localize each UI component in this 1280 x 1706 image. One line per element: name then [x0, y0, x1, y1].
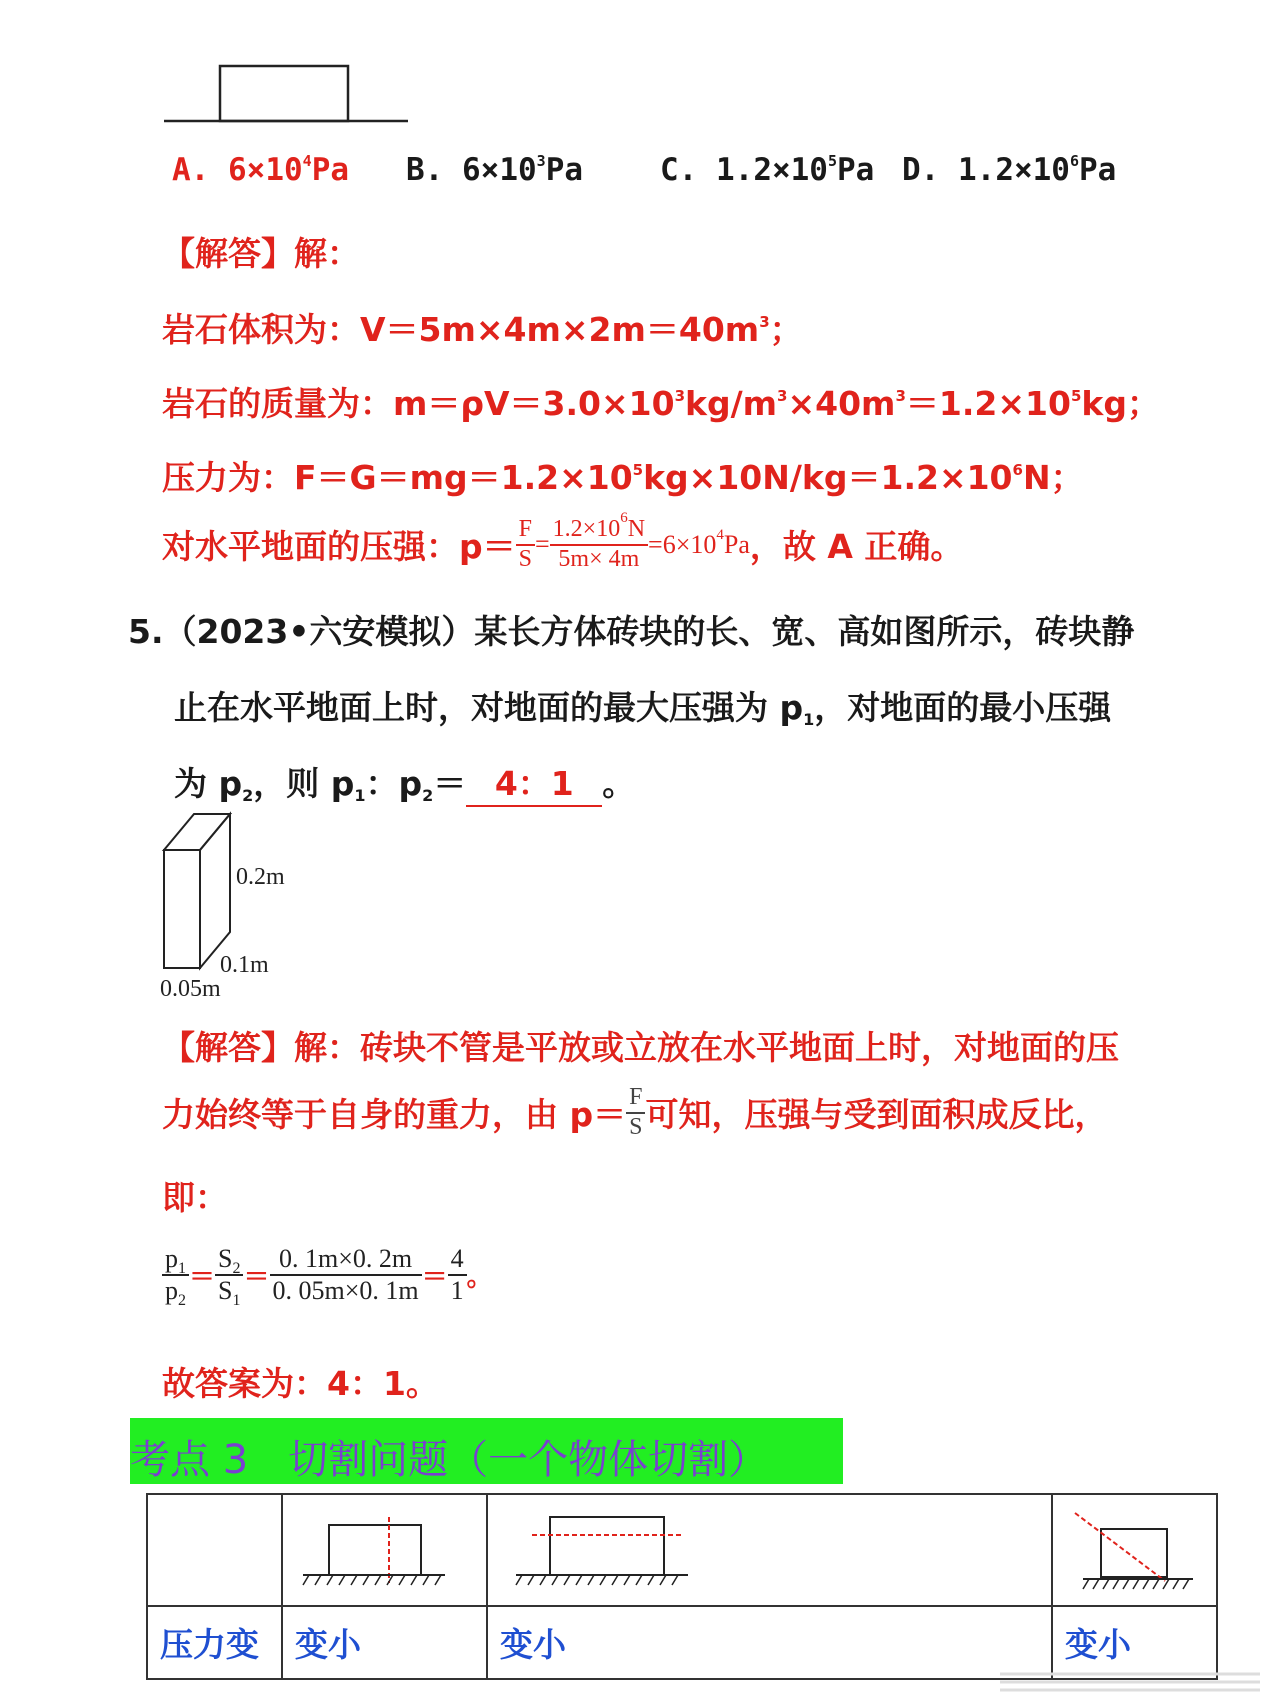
dim-depth-label: 0.1m	[220, 952, 269, 978]
question5-line2: 止在水平地面上时，对地面的最大压强为 $p_1$，对地面的最小压强	[174, 688, 1112, 729]
brick-top-face	[164, 814, 230, 850]
question5-line3: 为 $p_2$，则 $p_1$：$p_2= 4$：1 。	[174, 758, 635, 807]
table-cell-empty	[147, 1494, 282, 1606]
solution1-pressure: 对水平地面的压强：p＝ $\frac{F}{S}$ = $\frac{1.2\times 10^6N}{5m\times 4m}$ $=6\times 10^4Pa$，故 A 正确。	[162, 510, 964, 572]
fraction-result: $\frac{4}{1}$	[448, 1244, 467, 1306]
solution2-line2: 力始终等于自身的重力，由 p＝ $\frac{F}{S}$ 可知，压强与受到面积成反比，	[162, 1084, 1108, 1140]
table-cell-horizontal-cut	[487, 1494, 1052, 1606]
solution1-heading: 【解答】解：	[162, 234, 360, 273]
fraction-f-over-s: $\frac{F}{S}$	[516, 516, 535, 573]
rock-block	[220, 66, 348, 121]
option-b: B. $6\times 10^3Pa$	[406, 152, 584, 188]
fraction-numeric: $\frac{1.2\times 10^6N}{5m\times 4m}$	[550, 516, 648, 573]
solution2-line1: 【解答】解：砖块不管是平放或立放在水平地面上时，对地面的压	[162, 1028, 1119, 1067]
table-cell-diagonal-cut	[1052, 1494, 1217, 1606]
vertical-cut-figure	[283, 1495, 483, 1605]
fraction-areas: $\frac{0. 1m\times 0. 2m}{0. 05m\times 0. 1m}$	[270, 1244, 422, 1306]
diagonal-cut-figure	[1053, 1495, 1213, 1605]
section-heading: 考点 3 切割问题（一个物体切割）	[130, 1437, 769, 1483]
solution1-volume: 岩石体积为：$V=5m\times 4m\times 2m=40m^3$；	[162, 310, 803, 349]
row-label-pressure: 压力变	[147, 1606, 282, 1679]
dim-height-label: 0.2m	[236, 864, 285, 890]
fraction-p1-p2: $\frac{p_1}{p_2}$	[162, 1244, 189, 1306]
solution1-mass: 岩石的质量为：$m=\rho V=3.0\times 10^3kg/m^3\times 40m^3=1.2\times 10^5kg$；	[162, 384, 1160, 423]
brick-front-face	[164, 850, 200, 968]
solution2-line3: 即：	[162, 1178, 228, 1217]
brick-figure	[158, 808, 308, 974]
option-d: D. $1.2\times 10^6Pa$	[902, 152, 1117, 188]
answer-blank: 4：1	[466, 758, 602, 807]
corner-lines-decoration	[1000, 1668, 1270, 1698]
option-c: C. $1.2\times 10^5Pa$	[660, 152, 875, 188]
cutting-table	[146, 1493, 1218, 1680]
cell-vertical-result: 变小	[282, 1606, 487, 1679]
question5-line1: 5.（2023•六安模拟）某长方体砖块的长、宽、高如图所示，砖块静	[128, 612, 1135, 651]
option-a: A. $6\times 10^4Pa$	[172, 152, 350, 188]
ratio-equation: $\frac{p_1}{p_2}$ ＝ $\frac{S_2}{S_1}$ ＝ $\frac{0. 1m\times 0. 2m}{0. 05m\times 0. 1m}$ ＝ $\frac{4}{1}$ 。	[162, 1244, 493, 1306]
table-cell-vertical-cut	[282, 1494, 487, 1606]
cell-horizontal-result: 变小	[487, 1606, 1052, 1679]
dim-width-label: 0.05m	[160, 976, 221, 1002]
final-answer: 故答案为：4：1。	[162, 1364, 439, 1403]
brick-side-face	[200, 814, 230, 968]
section-heading-bar	[130, 1418, 843, 1484]
solution1-force: 压力为：$F=G=mg=1.2\times 10^5kg\times 10N/kg=1.2\times 10^6N$；	[162, 458, 1084, 497]
table-row-figures	[147, 1494, 1217, 1606]
rock-figure	[160, 58, 420, 124]
horizontal-cut-figure	[488, 1495, 1048, 1605]
fraction-s2-s1: $\frac{S_2}{S_1}$	[215, 1244, 243, 1306]
cell-diagonal-result: 变小	[1052, 1606, 1217, 1679]
fraction-f-over-s-2: $\frac{F}{S}$	[626, 1084, 645, 1141]
